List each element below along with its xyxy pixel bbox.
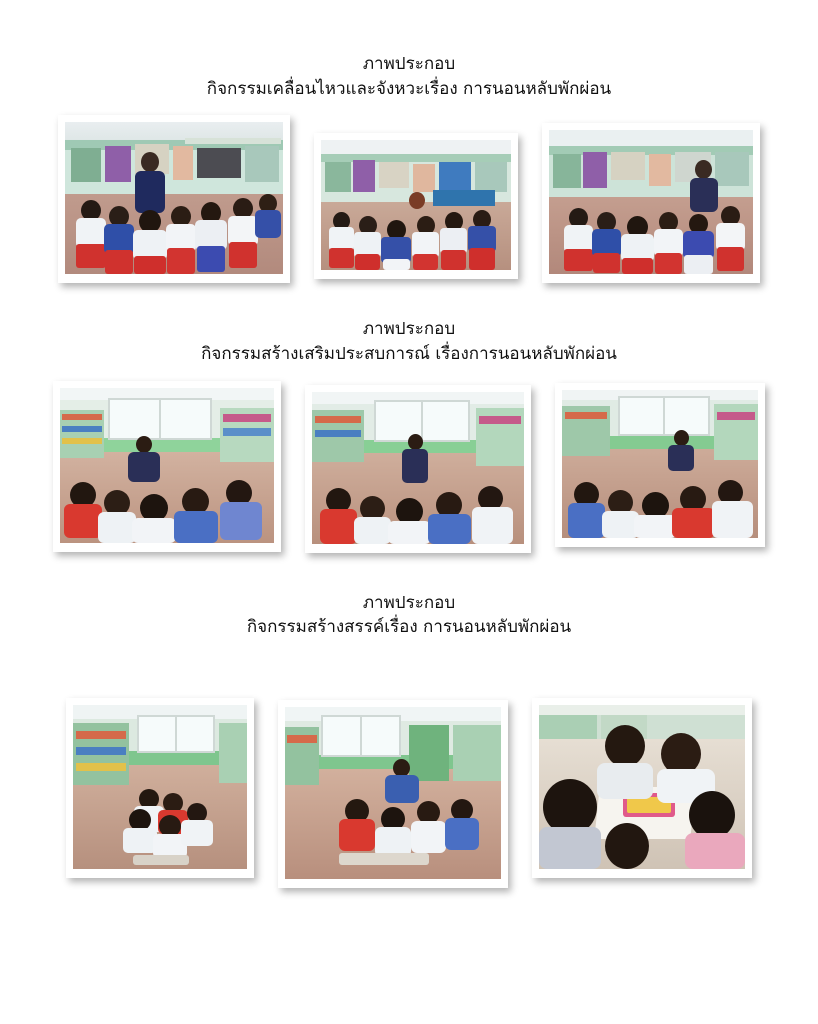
photo-frame-1-2 xyxy=(314,133,518,279)
photo-frame-1-3 xyxy=(542,123,760,283)
section-3-heading-line1: ภาพประกอบ xyxy=(362,592,456,613)
photo-1-2 xyxy=(321,140,511,270)
section-3-heading-line2: กิจกรรมสร้างสรรค์เรื่อง การนอนหลับพักผ่อน xyxy=(246,617,572,638)
photo-frame-2-2 xyxy=(305,385,531,553)
section-2-photo-row xyxy=(40,381,778,553)
photo-2-3 xyxy=(562,390,758,538)
photo-3-3 xyxy=(539,705,745,869)
photo-frame-2-1 xyxy=(53,381,281,552)
photo-2-2 xyxy=(312,392,524,544)
section-2 xyxy=(40,283,778,552)
photo-1-1 xyxy=(65,122,283,274)
section-1-photo-row xyxy=(40,115,778,283)
section-1-heading xyxy=(40,52,778,101)
section-1-heading-line2: กิจกรรมเคลื่อนไหวและจังหวะเรื่อง การนอนหลับพักผ่อน xyxy=(206,78,612,99)
section-3-photo-row xyxy=(40,698,778,888)
section-3-heading xyxy=(40,591,778,640)
photo-frame-3-3 xyxy=(532,698,752,878)
photo-2-1 xyxy=(60,388,274,543)
photo-1-3 xyxy=(549,130,753,274)
section-1-heading-line1: ภาพประกอบ xyxy=(362,54,456,74)
section-3 xyxy=(40,553,778,888)
section-2-heading-line2: กิจกรรมสร้างเสริมประสบการณ์ เรื่องการนอนหลับพักผ่อน xyxy=(201,343,617,364)
section-1 xyxy=(40,0,778,283)
photo-frame-2-3 xyxy=(555,383,765,547)
section-2-heading-line1: ภาพประกอบ xyxy=(362,319,456,340)
photo-3-1 xyxy=(73,705,247,869)
photo-3-2 xyxy=(285,707,501,879)
photo-frame-1-1 xyxy=(58,115,290,283)
section-2-heading xyxy=(40,317,778,366)
photo-frame-3-2 xyxy=(278,700,508,888)
photo-frame-3-1 xyxy=(66,698,254,878)
